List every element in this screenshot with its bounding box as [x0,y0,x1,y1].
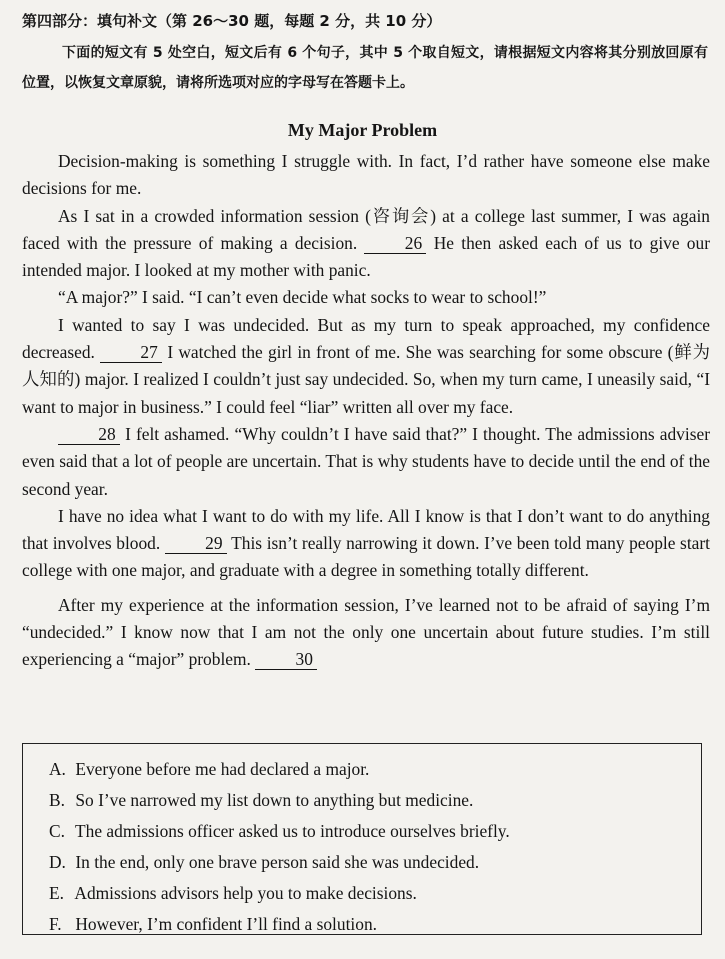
blank-26: 26 [364,233,426,254]
option-a [49,754,701,785]
section-instructions: 下面的短文有 5 处空白，短文后有 6 个句子，其中 5 个取自短文，请根据短文内容将其分别放回原有位置，以恢复文章原貌，请将所选项对应的字母写在答题卡上。 [22,45,708,91]
blank-27: 27 [100,342,162,363]
option-a-text: Everyone before me had declared a major. [75,759,370,779]
paragraph-2 [22,203,710,285]
blank-28: 28 [58,424,120,445]
option-d [49,847,701,878]
paragraph-5 [22,421,710,503]
option-e-letter: E. [49,883,64,903]
option-f-letter: F. [49,914,62,934]
options-box [22,743,702,935]
option-c-letter: C. [49,821,65,841]
paragraph-5-text: I felt ashamed. “Why couldn’t I have said that?” I thought. The admissions adviser even said that a lot of people are uncertain. That is why students have to decide until the end of the second year. [22,423,710,499]
paragraph-7-text: After my experience at the information session, I’ve learned not to be afraid of saying I’m “undecided.” I know now that I am not the only one uncertain about future studies. I’m still experiencing a “major” problem. [22,594,710,670]
option-c [49,816,701,847]
paragraph-3: “A major?” I said. “I can’t even decide what socks to wear to school!” [58,287,547,308]
paragraph-6-part-1: I have no idea what I want to do with my life. All I know is that I don’t want to do anything that involves blood. [22,505,710,554]
option-e [49,878,701,909]
passage-body [22,148,710,674]
option-f-text: However, I’m confident I’ll find a solution. [75,914,377,934]
paragraph-1: Decision-making is something I struggle with. In fact, I’d rather have someone else make decisions for me. [22,151,710,199]
option-e-text: Admissions advisors help you to make decisions. [74,883,417,903]
blank-30: 30 [255,649,317,670]
paragraph-4-part-1: I wanted to say I was undecided. But as my turn to speak approached, my confidence decreased. [22,314,710,363]
section-heading: 第四部分：填句补文（第 26～30 题，每题 2 分，共 10 分） [22,12,442,30]
paragraph-6 [22,503,710,585]
paragraph-4 [22,312,710,421]
option-b [49,785,701,816]
passage-title: My Major Problem [287,120,438,140]
options-list [23,744,701,940]
option-d-letter: D. [49,852,66,872]
option-b-text: So I’ve narrowed my list down to anything but medicine. [75,790,474,810]
paragraph-6-part-2: This isn’t really narrowing it down. I’ve been told many people start college with one major, and graduate with a degree in something totally different. [22,533,710,581]
option-b-letter: B. [49,790,65,810]
paragraph-4-part-2: I watched the girl in front of me. She was searching for some obscure (鲜为人知的) major. I realized I couldn’t just say undecided. So, when my turn came, I uneasily said, “I want to major in business.” I could feel “liar” written all over my face. [22,342,710,417]
paragraph-2-part-2: He then asked each of us to give our intended major. I looked at my mother with panic. [22,232,710,281]
paragraph-2-part-1: As I sat in a crowded information session (咨询会) at a college last summer, I was again faced with the pressure of making a decision. [22,205,710,253]
paragraph-7 [22,592,710,674]
option-a-letter: A. [49,759,66,779]
option-c-text: The admissions officer asked us to introduce ourselves briefly. [75,821,510,841]
option-f [49,909,701,940]
option-d-text: In the end, only one brave person said she was undecided. [75,852,480,872]
blank-29: 29 [165,533,227,554]
